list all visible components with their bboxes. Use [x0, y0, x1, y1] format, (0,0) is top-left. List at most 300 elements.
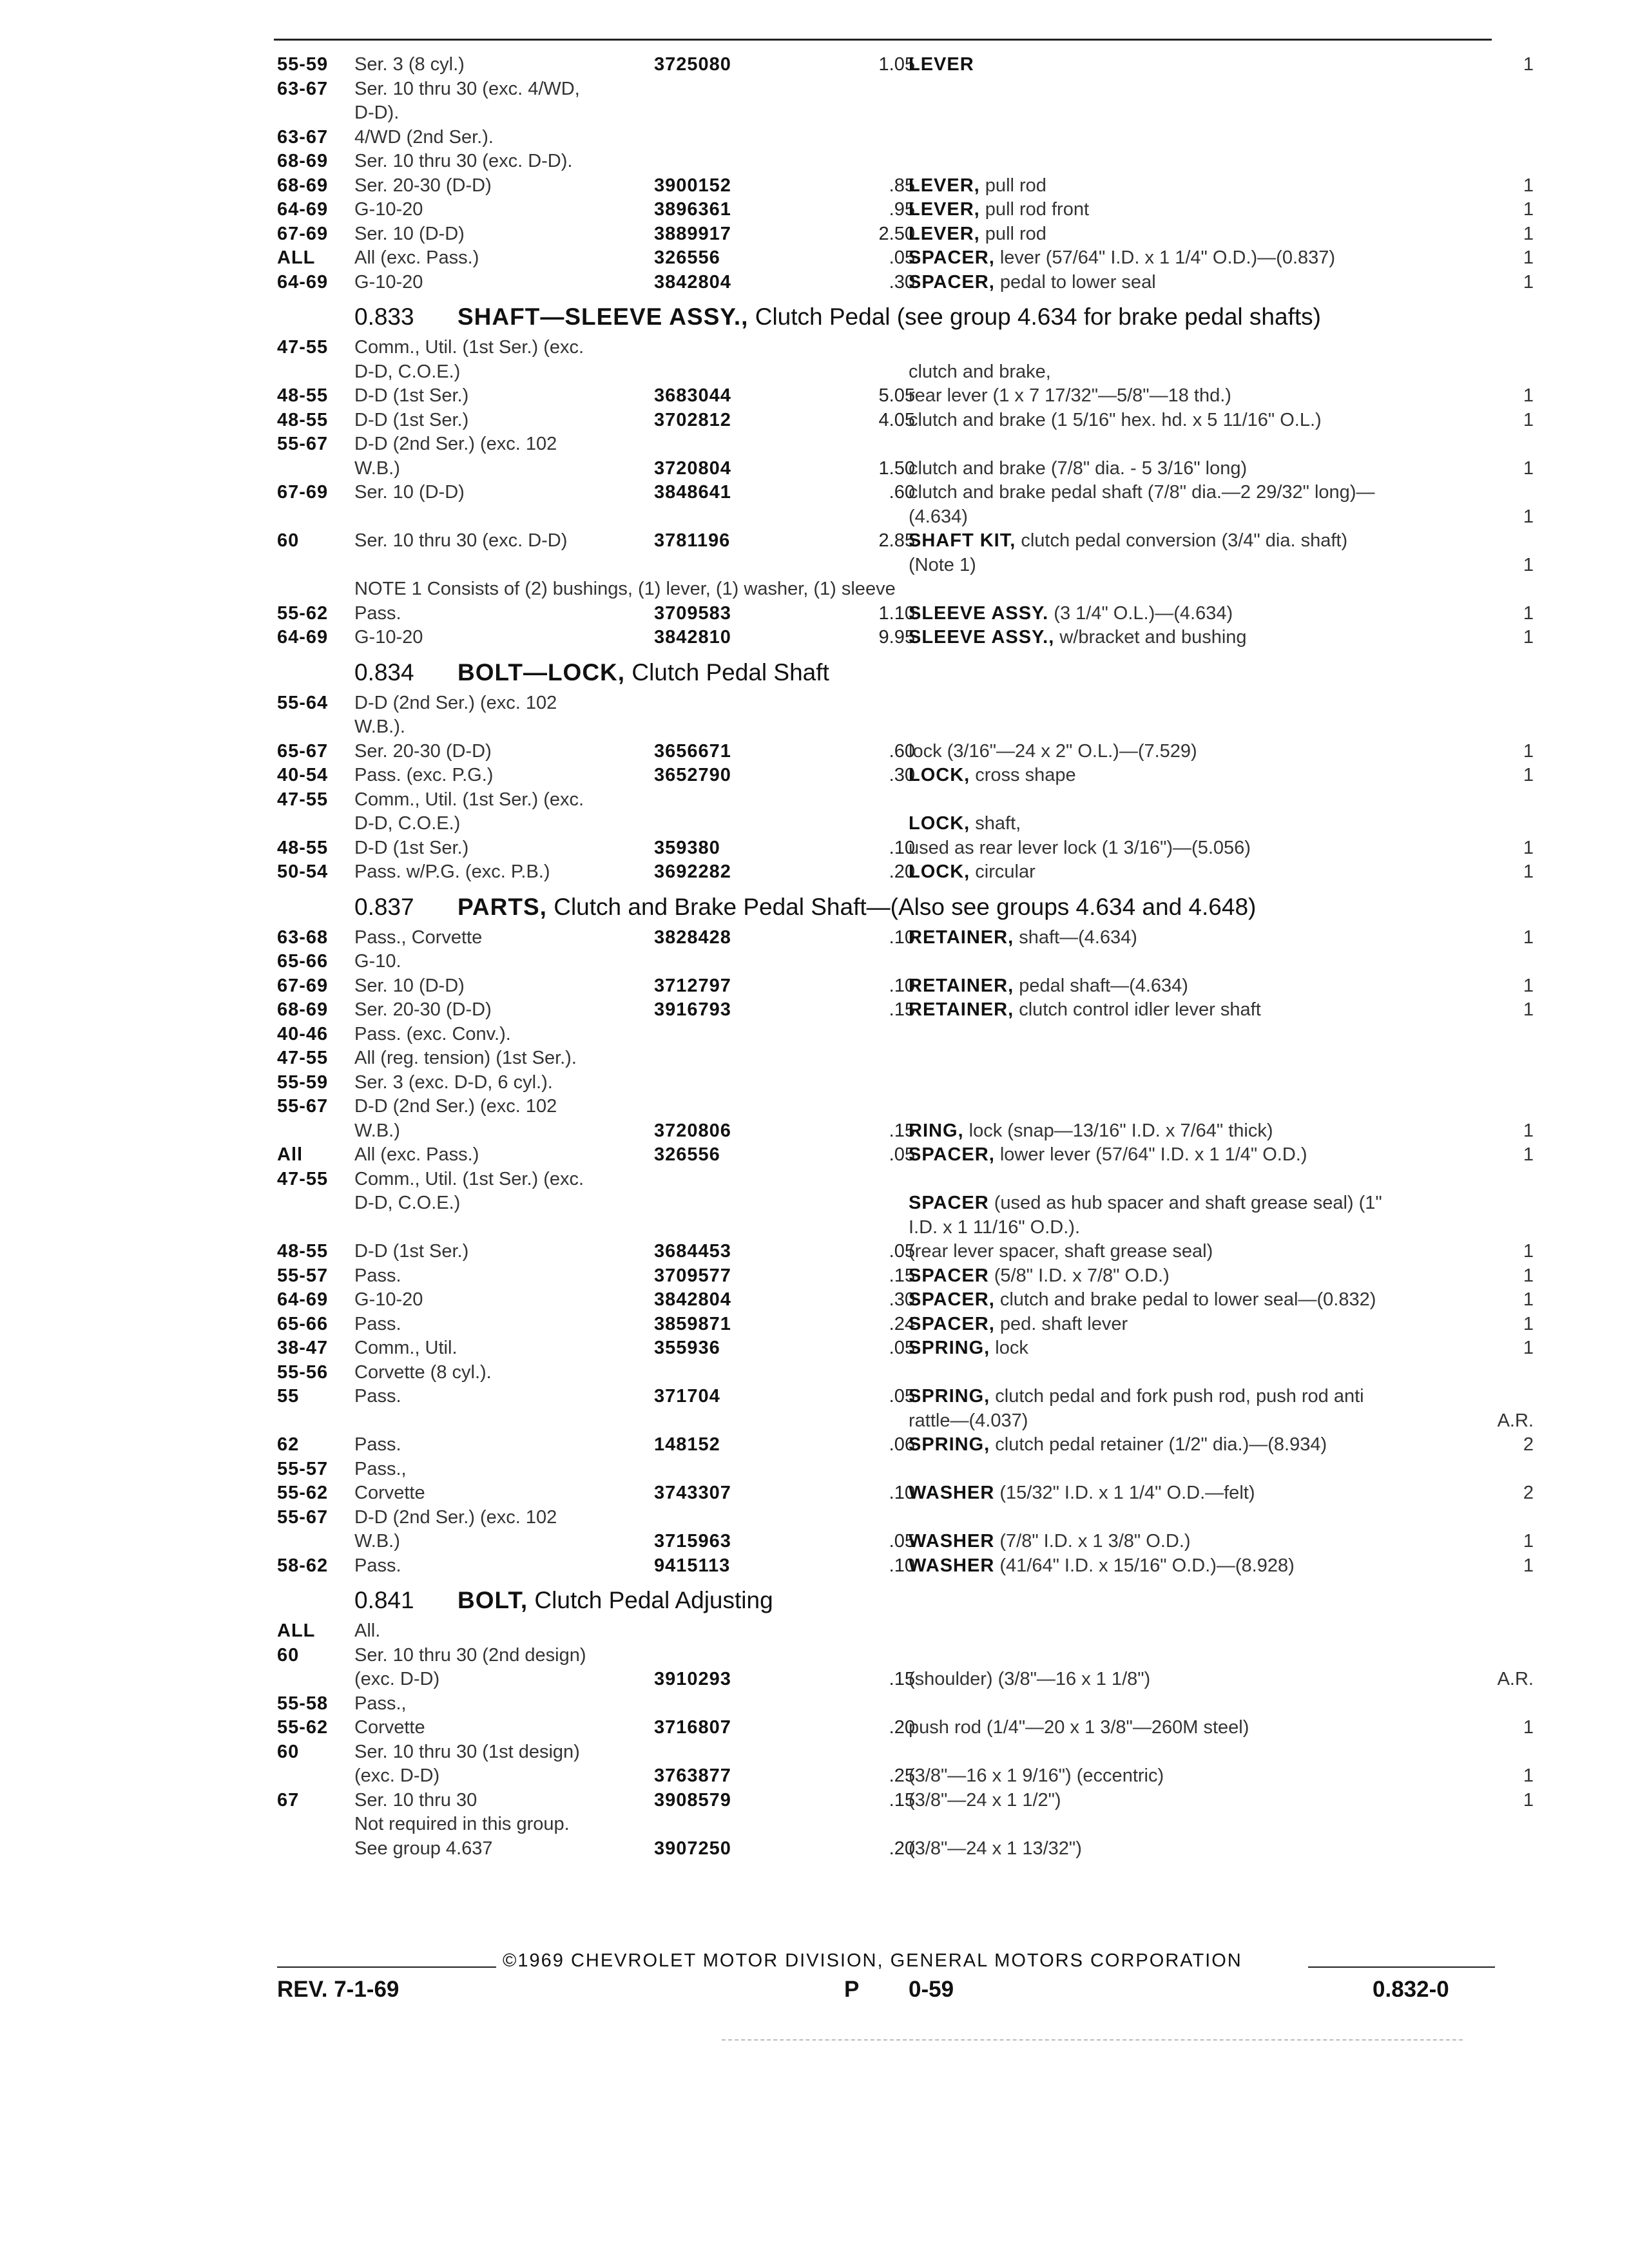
parts-row [277, 577, 1534, 602]
parts-row [277, 1191, 1534, 1216]
price: .30 [889, 765, 915, 785]
quantity: 1 [1523, 1765, 1534, 1786]
item-detail: shaft—(4.634) [1014, 927, 1137, 948]
part-number: 3720806 [654, 1120, 731, 1141]
item-detail: clutch and brake (7/8" dia. - 5 3/16" long) [909, 457, 1248, 479]
parts-row [277, 1457, 1534, 1482]
application: Comm., Util. (1st Ser.) (exc. [354, 337, 584, 358]
quantity: 1 [1523, 1241, 1534, 1262]
model-years: 67-69 [277, 482, 329, 503]
item-detail: push rod (1/4"—20 x 1 3/8"—260M steel) [909, 1717, 1249, 1738]
parts-row [277, 1385, 1534, 1409]
parts-row [277, 950, 1534, 974]
item-name: WASHER [909, 1555, 995, 1576]
parts-row [277, 1619, 1534, 1644]
quantity: 1 [1523, 1289, 1534, 1310]
parts-row [277, 1716, 1534, 1740]
item-description [909, 481, 1374, 505]
price: .05 [889, 1531, 915, 1552]
parts-row [277, 505, 1534, 530]
price: 4.05 [878, 409, 915, 430]
item-description [909, 529, 1347, 553]
application: Ser. 10 thru 30 (1st design) [354, 1741, 580, 1762]
parts-row [277, 1312, 1534, 1337]
parts-row [277, 53, 1534, 77]
price: 5.05 [878, 385, 915, 406]
parts-row [277, 1071, 1534, 1095]
part-number: 3842804 [654, 271, 731, 293]
model-years: 55-67 [277, 1096, 329, 1117]
section-title [458, 654, 829, 691]
price: .15 [889, 1265, 915, 1286]
application: Pass. [354, 1386, 401, 1407]
application: G-10-20 [354, 627, 423, 648]
item-detail: clutch pedal and fork push rod, push rod anti [990, 1386, 1364, 1407]
item-name: SLEEVE ASSY. [909, 602, 1049, 624]
price: .15 [889, 1669, 915, 1689]
item-detail: (3/8"—16 x 1 9/16") (eccentric) [909, 1765, 1164, 1786]
application: All (reg. tension) (1st Ser.). [354, 1048, 577, 1068]
application: G-10-20 [354, 199, 423, 220]
item-detail: clutch and brake, [909, 361, 1051, 382]
item-description [909, 1764, 1164, 1789]
quantity: 1 [1523, 1789, 1534, 1811]
footer-rule-left [277, 1966, 496, 1968]
parts-row [277, 1046, 1534, 1071]
quantity: A.R. [1497, 1669, 1534, 1689]
model-years: 55-62 [277, 1483, 329, 1503]
quantity: 1 [1523, 271, 1534, 293]
item-detail: (5/8" I.D. x 7/8" O.D.) [988, 1265, 1170, 1286]
item-detail: lever (57/64" I.D. x 1 1/4" O.D.)—(0.837) [994, 247, 1336, 268]
price: .15 [889, 1120, 915, 1141]
parts-row [277, 1361, 1534, 1385]
price: .20 [889, 1838, 915, 1859]
section-title-rest: Clutch Pedal (see group 4.634 for brake pedal shafts) [748, 303, 1321, 330]
application: Pass., Corvette [354, 927, 483, 948]
application: Comm., Util. (1st Ser.) (exc. [354, 1168, 584, 1189]
application: Ser. 20-30 (D-D) [354, 740, 492, 762]
model-years: 65-67 [277, 740, 329, 762]
application: Comm., Util. [354, 1338, 458, 1358]
price: 9.95 [878, 627, 915, 648]
price: 2.85 [878, 530, 915, 551]
quantity: 1 [1523, 54, 1534, 75]
item-name: WASHER [909, 1483, 995, 1503]
section-heading [277, 298, 1534, 336]
model-years: 67 [277, 1789, 300, 1811]
application: G-10-20 [354, 1289, 423, 1310]
model-years: 60 [277, 1644, 300, 1666]
item-detail: (7/8" I.D. x 1 3/8" O.D.) [994, 1531, 1191, 1552]
parts-row [277, 860, 1534, 885]
application: Corvette [354, 1483, 425, 1503]
page-number: 0-59 [909, 1977, 954, 2002]
model-years: 58-62 [277, 1555, 329, 1576]
item-description [909, 998, 1261, 1023]
quantity: 1 [1523, 999, 1534, 1020]
application: 4/WD (2nd Ser.). [354, 126, 494, 148]
application: W.B.) [354, 457, 400, 479]
part-number: 3781196 [654, 530, 731, 551]
item-detail: pedal to lower seal [994, 271, 1156, 293]
price: .24 [889, 1313, 915, 1334]
model-years: 65-66 [277, 1313, 329, 1334]
item-detail: (rear lever spacer, shaft grease seal) [909, 1241, 1213, 1262]
application: D-D (1st Ser.) [354, 409, 469, 430]
copyright-text: ©1969 CHEVROLET MOTOR DIVISION, GENERAL MOTORS CORPORATION [503, 1950, 1242, 1971]
model-years: 48-55 [277, 385, 329, 406]
parts-row [277, 764, 1534, 788]
application: Ser. 10 (D-D) [354, 975, 465, 996]
item-name: LOCK, [909, 861, 970, 882]
parts-row [277, 408, 1534, 433]
item-detail: clutch and brake (1 5/16" hex. hd. x 5 11/16" O.L.) [909, 409, 1322, 430]
section-heading [277, 654, 1534, 691]
part-number: 148152 [654, 1434, 720, 1455]
item-description [909, 1240, 1213, 1264]
part-number: 3656671 [654, 740, 731, 762]
item-detail: (Note 1) [909, 554, 976, 575]
parts-row [277, 1837, 1534, 1861]
item-detail: lock (snap—13/16" I.D. x 7/64" thick) [963, 1120, 1273, 1141]
item-detail: (15/32" I.D. x 1 1/4" O.D.—felt) [994, 1483, 1255, 1503]
application: Ser. 10 thru 30 [354, 1789, 477, 1811]
application: Ser. 10 thru 30 (2nd design) [354, 1644, 586, 1666]
parts-row [277, 1433, 1534, 1457]
parts-row [277, 1095, 1534, 1119]
part-number: 371704 [654, 1386, 720, 1407]
item-description [909, 1837, 1082, 1861]
price: 1.05 [878, 54, 915, 75]
model-years: 62 [277, 1434, 300, 1455]
application: Pass., [354, 1693, 407, 1714]
application: Ser. 3 (8 cyl.) [354, 54, 465, 75]
item-name: LEVER, [909, 199, 980, 220]
application: Pass. w/P.G. (exc. P.B.) [354, 861, 550, 882]
quantity: 1 [1523, 765, 1534, 785]
parts-row [277, 1143, 1534, 1168]
item-name: RING, [909, 1120, 964, 1141]
application: D-D (2nd Ser.) (exc. 102 [354, 434, 557, 454]
model-years: 55-67 [277, 1506, 329, 1528]
application: Corvette (8 cyl.). [354, 1361, 492, 1383]
section-heading [277, 1582, 1534, 1619]
quantity: 1 [1523, 1717, 1534, 1738]
application: Ser. 10 thru 30 (exc. D-D) [354, 530, 568, 551]
application: Pass. [354, 1434, 401, 1455]
application: NOTE 1 Consists of (2) bushings, (1) lever, (1) washer, (1) sleeve [354, 579, 896, 599]
model-years: 63-67 [277, 126, 329, 148]
item-detail: pull rod [979, 175, 1046, 196]
application: (exc. D-D) [354, 1765, 440, 1786]
model-years: 64-69 [277, 271, 329, 293]
item-description [909, 271, 1156, 295]
quantity: 1 [1523, 457, 1534, 479]
application: D-D (1st Ser.) [354, 837, 469, 858]
item-detail: clutch and brake pedal to lower seal—(0.832) [994, 1289, 1376, 1310]
parts-row [277, 126, 1534, 150]
quantity: 1 [1523, 1555, 1534, 1576]
part-number: 3702812 [654, 409, 731, 430]
part-number: 3828428 [654, 927, 731, 948]
application: W.B.). [354, 716, 405, 737]
item-description [909, 1288, 1376, 1312]
item-detail: clutch pedal retainer (1/2" dia.)—(8.934) [990, 1434, 1327, 1455]
scan-artifact-line [722, 2039, 1463, 2041]
item-description [909, 1481, 1255, 1506]
parts-row [277, 553, 1534, 578]
model-years: 63-67 [277, 78, 329, 99]
price: .60 [889, 740, 915, 762]
model-years: 68-69 [277, 175, 329, 196]
model-years: 64-69 [277, 627, 329, 648]
quantity: 1 [1523, 1531, 1534, 1552]
application: Ser. 10 (D-D) [354, 223, 465, 244]
revision-date: REV. 7-1-69 [277, 1977, 400, 2002]
model-years: 60 [277, 1741, 300, 1762]
model-years: 48-55 [277, 409, 329, 430]
price: .10 [889, 837, 915, 858]
item-name: SPRING, [909, 1434, 990, 1455]
parts-row [277, 1667, 1534, 1692]
parts-list [277, 53, 1534, 1861]
item-detail: (3 1/4" O.L.)—(4.634) [1048, 602, 1233, 624]
item-description [909, 860, 1036, 885]
item-description [909, 1554, 1295, 1579]
item-detail: rattle—(4.037) [909, 1410, 1028, 1431]
price: .30 [889, 271, 915, 293]
model-years: 60 [277, 530, 300, 551]
item-description [909, 457, 1247, 481]
price: .10 [889, 975, 915, 996]
application: Ser. 10 thru 30 (exc. 4/WD, [354, 78, 580, 99]
model-years: 55-57 [277, 1265, 329, 1286]
quantity: 1 [1523, 1144, 1534, 1165]
application: G-10. [354, 951, 401, 972]
item-detail: (3/8"—24 x 1 13/32") [909, 1838, 1082, 1859]
part-number: 3684453 [654, 1241, 731, 1262]
parts-row [277, 715, 1534, 740]
parts-row [277, 1740, 1534, 1765]
application: D-D (2nd Ser.) (exc. 102 [354, 1506, 557, 1528]
price: 1.50 [878, 457, 915, 479]
item-description [909, 1530, 1191, 1554]
application: Ser. 20-30 (D-D) [354, 999, 492, 1020]
item-detail: clutch pedal conversion (3/4" dia. shaft) [1016, 530, 1348, 551]
model-years: 55-62 [277, 602, 329, 624]
item-description [909, 926, 1137, 950]
item-description [909, 1216, 1080, 1240]
item-description [909, 246, 1335, 271]
price: 1.10 [878, 602, 915, 624]
item-detail: (41/64" I.D. x 15/16" O.D.)—(8.928) [994, 1555, 1295, 1576]
application: Pass. [354, 602, 401, 624]
section-number: 0.834 [354, 658, 414, 686]
parts-row [277, 1789, 1534, 1813]
price: .30 [889, 1289, 915, 1310]
item-detail: used as rear lever lock (1 3/16")—(5.056) [909, 837, 1251, 858]
model-years: 64-69 [277, 1289, 329, 1310]
price: .20 [889, 861, 915, 882]
item-name: LOCK, [909, 765, 970, 785]
application: All (exc. Pass.) [354, 1144, 479, 1165]
part-number: 3743307 [654, 1483, 731, 1503]
item-name: WASHER [909, 1531, 995, 1552]
item-description [909, 408, 1322, 433]
quantity: 2 [1523, 1483, 1534, 1503]
item-detail: (3/8"—24 x 1 1/2") [909, 1789, 1061, 1811]
price: .10 [889, 1483, 915, 1503]
parts-row [277, 1692, 1534, 1716]
item-description [909, 553, 976, 578]
quantity: 1 [1523, 247, 1534, 268]
parts-row [277, 788, 1534, 812]
part-number: 3848641 [654, 482, 731, 503]
item-name: SPRING, [909, 1338, 990, 1358]
model-years: 55-62 [277, 1717, 329, 1738]
application: D-D, C.O.E.) [354, 1193, 461, 1213]
section-title-rest: Clutch and Brake Pedal Shaft—(Also see groups 4.634 and 4.648) [546, 893, 1257, 920]
quantity: 1 [1523, 409, 1534, 430]
quantity: 1 [1523, 861, 1534, 882]
item-name: SPACER [909, 1265, 989, 1286]
application: Pass. (exc. Conv.). [354, 1023, 511, 1044]
parts-row [277, 926, 1534, 950]
section-heading [277, 889, 1534, 926]
group-code: 0.832-0 [1373, 1977, 1449, 2002]
quantity: 2 [1523, 1434, 1534, 1455]
part-number: 3715963 [654, 1531, 731, 1552]
application: Corvette [354, 1717, 425, 1738]
application: W.B.) [354, 1531, 400, 1552]
item-description [909, 384, 1231, 408]
part-number: 326556 [654, 1144, 720, 1165]
parts-row [277, 1812, 1534, 1837]
part-number: 355936 [654, 1338, 720, 1358]
parts-row [277, 77, 1534, 102]
part-number: 3709583 [654, 602, 731, 624]
parts-row [277, 836, 1534, 861]
item-description [909, 602, 1233, 626]
model-years: 38-47 [277, 1338, 329, 1358]
application: All. [354, 1620, 381, 1641]
section-number: 0.833 [354, 303, 414, 330]
price: 2.50 [878, 223, 915, 244]
item-description [909, 1789, 1061, 1813]
model-years: 47-55 [277, 789, 329, 810]
item-detail: (shoulder) (3/8"—16 x 1 1/8") [909, 1669, 1151, 1689]
parts-row [277, 529, 1534, 553]
parts-row [277, 198, 1534, 222]
parts-row [277, 1764, 1534, 1789]
item-description [909, 974, 1188, 999]
item-name: LEVER [909, 54, 974, 75]
quantity: 1 [1523, 837, 1534, 858]
price: .05 [889, 247, 915, 268]
model-years: 55-67 [277, 434, 329, 454]
application: D-D, C.O.E.) [354, 813, 461, 834]
application: All (exc. Pass.) [354, 247, 479, 268]
parts-row [277, 1644, 1534, 1668]
item-description [909, 1191, 1382, 1216]
application: Pass. (exc. P.G.) [354, 765, 494, 785]
quantity: 1 [1523, 175, 1534, 196]
parts-row [277, 812, 1534, 836]
item-description [909, 505, 968, 530]
part-number: 3908579 [654, 1789, 731, 1811]
application: Ser. 10 (D-D) [354, 482, 465, 503]
quantity: 1 [1523, 1265, 1534, 1286]
parts-row [277, 101, 1534, 126]
quantity: 1 [1523, 385, 1534, 406]
item-detail: w/bracket and bushing [1054, 627, 1247, 648]
section-title-bold: BOLT, [458, 1587, 528, 1613]
price: .10 [889, 927, 915, 948]
parts-row [277, 432, 1534, 457]
model-years: 48-55 [277, 837, 329, 858]
model-years: 68-69 [277, 151, 329, 171]
part-number: 3683044 [654, 385, 731, 406]
price: .05 [889, 1386, 915, 1407]
part-number: 3842804 [654, 1289, 731, 1310]
part-number: 3896361 [654, 199, 731, 220]
parts-row [277, 1240, 1534, 1264]
model-years: 63-68 [277, 927, 329, 948]
application: D-D, C.O.E.) [354, 361, 461, 382]
item-name: SPACER [909, 1193, 989, 1213]
part-number: 3859871 [654, 1313, 731, 1334]
price: .85 [889, 175, 915, 196]
quantity: 1 [1523, 627, 1534, 648]
part-number: 3716807 [654, 1717, 731, 1738]
quantity: 1 [1523, 1313, 1534, 1334]
footer-rule-right [1308, 1966, 1495, 1968]
section-title-bold: PARTS, [458, 893, 547, 920]
item-detail: shaft, [970, 813, 1021, 834]
part-number: 359380 [654, 837, 720, 858]
section-title-bold: BOLT—LOCK, [458, 658, 626, 686]
item-description [909, 1409, 1028, 1434]
application: Pass. [354, 1265, 401, 1286]
item-description [909, 198, 1089, 222]
item-description [909, 1119, 1273, 1144]
parts-row [277, 360, 1534, 385]
parts-row [277, 1216, 1534, 1240]
parts-row [277, 691, 1534, 716]
price: .06 [889, 1434, 915, 1455]
item-description [909, 740, 1197, 764]
parts-row [277, 1554, 1534, 1579]
section-title [458, 1582, 773, 1619]
item-name: LOCK, [909, 813, 970, 834]
item-name: SHAFT KIT, [909, 530, 1016, 551]
model-years: 67-69 [277, 975, 329, 996]
model-years: 55-59 [277, 1072, 329, 1093]
quantity: 1 [1523, 223, 1534, 244]
model-years: 55-58 [277, 1693, 329, 1714]
footer-info [277, 1975, 1495, 2004]
quantity: 1 [1523, 602, 1534, 624]
item-description [909, 1336, 1028, 1361]
part-number: 9415113 [654, 1555, 731, 1576]
section-title-rest: Clutch Pedal Adjusting [528, 1587, 773, 1613]
item-detail: ped. shaft lever [994, 1313, 1128, 1334]
item-name: SPACER, [909, 1313, 995, 1334]
model-years: 40-54 [277, 765, 329, 785]
model-years: 64-69 [277, 199, 329, 220]
parts-row [277, 1481, 1534, 1506]
